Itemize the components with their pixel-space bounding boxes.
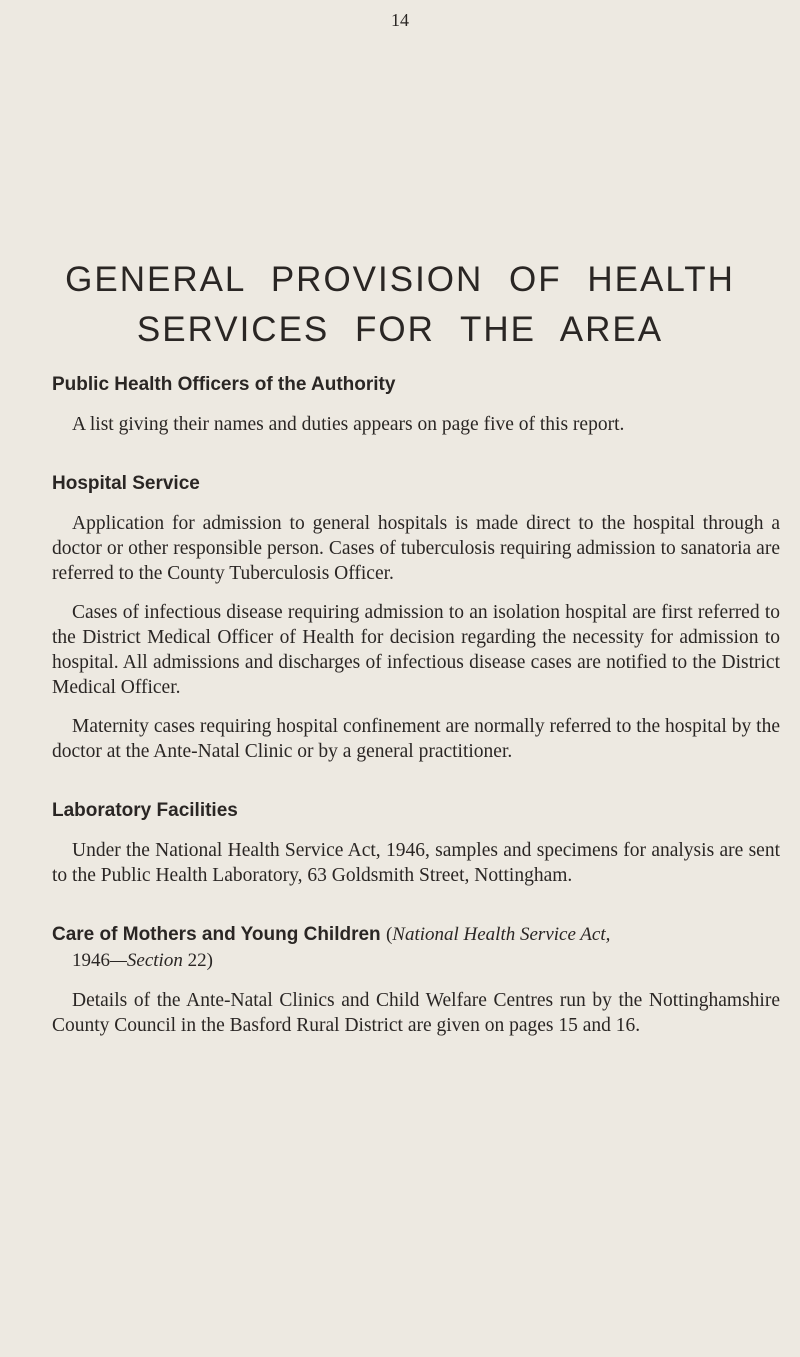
page-title-line-2: SERVICES FOR THE AREA <box>136 310 664 349</box>
paragraph: Under the National Health Service Act, 1946, samples and specimens for analysis are sent to the Public Health Laboratory, 63 Goldsmith Street, Nottingham. <box>52 840 780 886</box>
paragraph: Application for admission to general hospitals is made direct to the hospital through a doctor or other responsible person. Cases of tuberculosis requiring admission to sanatoria are referred to the County Tuberculosis Officer. <box>52 513 780 584</box>
document-body <box>52 372 780 1072</box>
paragraph: Cases of infectious disease requiring admission to an isolation hospital are first referred to the District Medical Officer of Health for decision regarding the necessity for admission to hospital. All admissions and discharges of infectious disease cases are notified to the District Medical Officer. <box>52 602 780 698</box>
section-hospital-service <box>52 471 780 764</box>
act-reference: (National Health Service Act, 1946—Section 22) <box>52 924 780 974</box>
section-heading: Laboratory Facilities <box>52 800 238 821</box>
section-heading-text: Care of Mothers and Young Children <box>52 924 381 945</box>
section-public-health-officers <box>52 372 780 437</box>
paragraph: A list giving their names and duties appears on page five of this report. <box>72 414 625 435</box>
section-laboratory-facilities <box>52 798 780 888</box>
section-heading: Public Health Officers of the Authority <box>52 374 396 395</box>
paragraph: Maternity cases requiring hospital confinement are normally referred to the hospital by the doctor at the Ante-Natal Clinic or by a general practitioner. <box>52 716 780 762</box>
section-care-of-mothers <box>52 922 780 1038</box>
section-heading <box>52 922 780 974</box>
paragraph: Details of the Ante-Natal Clinics and Child Welfare Centres run by the Nottinghamshire County Council in the Basford Rural District are given on pages 15 and 16. <box>52 990 780 1036</box>
act-reference-line-2: 1946—Section 22) <box>72 950 213 971</box>
page-title <box>0 255 800 355</box>
page-number: 14 <box>391 10 409 30</box>
section-heading: Hospital Service <box>52 473 200 494</box>
page-title-line-1: GENERAL PROVISION OF HEALTH <box>65 260 735 299</box>
